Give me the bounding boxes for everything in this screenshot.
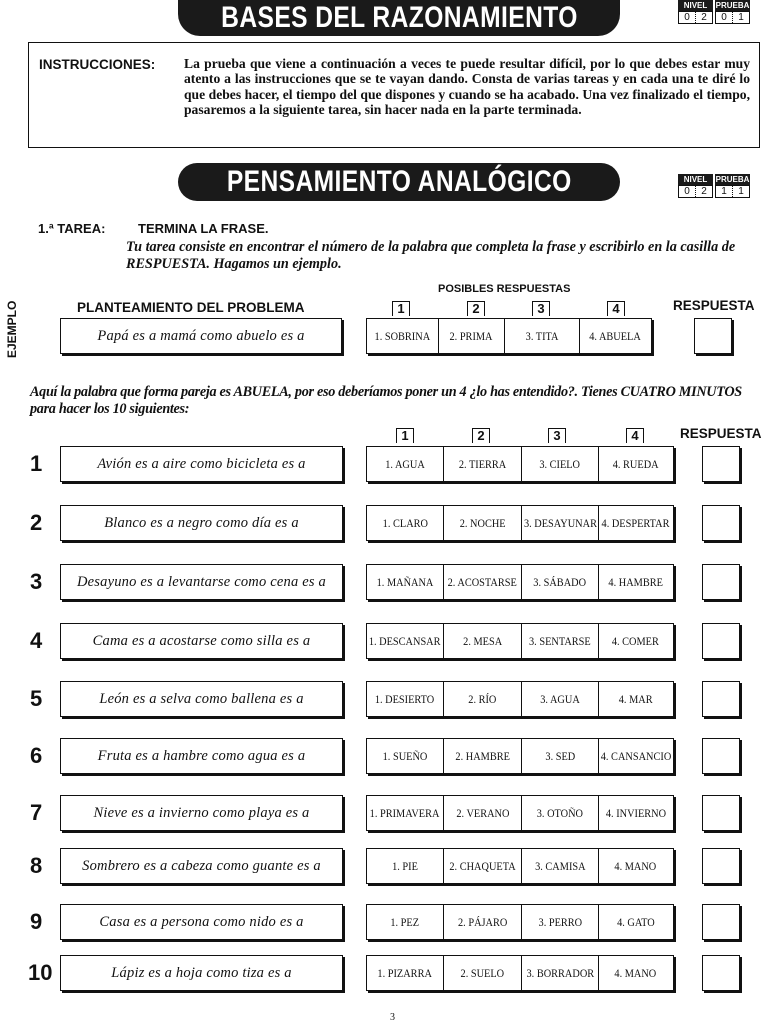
example-option-number-2: 2 [467,301,485,316]
section-title-bases-text: BASES DEL RAZONAMIENTO [220,1,578,34]
example-sentence: Papá es a mamá como abuelo es a [60,318,342,354]
option-3[interactable]: 3. DESAYUNAR [521,506,598,540]
example-answer-box[interactable] [694,318,732,354]
level-badge-1 [678,0,750,26]
problem-header: PLANTEAMIENTO DEL PROBLEMA [77,300,305,315]
option-2[interactable]: 2. TIERRA [443,447,521,481]
example-option[interactable]: 4. ABUELA [579,319,650,353]
question-sentence: Desayuno es a levantarse como cena es a [60,564,343,600]
level-badge-2 [678,174,750,200]
option-3[interactable]: 3. AGUA [521,682,598,716]
task-name: TERMINA LA FRASE. [138,221,269,236]
question-options [366,446,674,482]
option-3[interactable]: 3. BORRADOR [521,956,598,990]
question-number: 4 [30,628,43,653]
question-sentence: Avión es a aire como bicicleta es a [60,446,343,482]
nivel-label: NIVEL [678,0,713,11]
option-1[interactable]: 1. PIZARRA [377,965,433,980]
option-1[interactable]: 1. PRIMAVERA [370,805,440,820]
option-1[interactable]: 1. CLARO [382,515,428,530]
question-sentence: León es a selva como ballena es a [60,681,343,717]
question-number: 3 [30,569,43,594]
task-description: Tu tarea consiste en encontrar el número de la palabra que completa la frase y escribirlo en la casilla de RESPUESTA. Hagamos un ejemplo. [126,239,736,272]
question-sentence: Nieve es a invierno como playa es a [60,795,343,831]
task-label: 1.ª TAREA: [38,221,106,236]
instructions-label: INSTRUCCIONES: [39,57,156,72]
option-3[interactable]: 3. SÁBADO [521,565,598,599]
question-options [366,505,674,541]
prueba-label-2: PRUEBA [715,175,750,184]
question-number: 8 [30,853,43,878]
question-number: 5 [30,686,43,711]
instructions-text: La prueba que viene a continuación a veces te puede resultar difícil, por lo que debes estar muy atento a las instrucciones que se te vayan dando. Consta de varias tareas y en cada una te diré lo que debes hacer, el tiempo del que dispones y cuando se ha acabado. Una vez finalizado el tiempo, pasaremos a la siguiente tarea, sin hacer nada en la parte terminada. [184,56,750,118]
option-1[interactable]: 1. DESCANSAR [369,633,441,648]
answer-box[interactable] [702,564,740,600]
option-number-1: 1 [396,428,414,443]
option-3[interactable]: 3. CAMISA [521,849,598,883]
question-options [366,955,674,991]
question-options [366,564,674,600]
question-number: 10 [28,960,53,985]
section-title-analogico [178,163,620,201]
option-2[interactable]: 2. PÁJARO [443,905,521,939]
option-3[interactable]: 3. PERRO [521,905,598,939]
example-side-label: EJEMPLO [5,300,19,358]
question-options [366,848,674,884]
prueba-label: PRUEBA [715,1,750,10]
answer-box[interactable] [702,795,740,831]
question-options [366,795,674,831]
option-4[interactable]: 4. MANO [598,956,672,990]
question-options [366,681,674,717]
example-option-number-1: 1 [392,301,410,316]
possible-answers-header: POSIBLES RESPUESTAS [438,283,571,295]
option-2[interactable]: 2. MESA [443,624,521,658]
prueba-value: 0 1 [715,11,750,24]
question-sentence: Casa es a persona como nido es a [60,904,343,940]
option-1[interactable]: 1. MAÑANA [376,574,434,589]
option-2[interactable]: 2. HAMBRE [443,739,521,773]
instructions-box [28,42,760,148]
option-4[interactable]: 4. DESPERTAR [598,506,672,540]
question-options [366,904,674,940]
option-2[interactable]: 2. NOCHE [443,506,521,540]
example-option[interactable]: 1. SOBRINA [374,328,431,343]
example-option[interactable]: 3. TITA [504,319,579,353]
option-1[interactable]: 1. AGUA [385,456,425,471]
answer-box[interactable] [702,955,740,991]
answer-box[interactable] [702,848,740,884]
option-2[interactable]: 2. RÍO [443,682,521,716]
option-4[interactable]: 4. CANSANCIO [598,739,672,773]
nivel-label-2: NIVEL [678,174,713,185]
question-number: 6 [30,743,43,768]
answer-box[interactable] [702,505,740,541]
option-number-3: 3 [548,428,566,443]
answer-box[interactable] [702,681,740,717]
question-number: 9 [30,909,43,934]
section-title-analogico-text: PENSAMIENTO ANALÓGICO [226,165,572,198]
nivel-value: 0 2 [678,11,713,24]
option-2[interactable]: 2. CHAQUETA [443,849,521,883]
option-4[interactable]: 4. HAMBRE [598,565,672,599]
answer-box[interactable] [702,446,740,482]
prueba-value-2: 1 1 [715,185,750,198]
option-number-2: 2 [472,428,490,443]
option-3[interactable]: 3. SED [521,739,598,773]
question-sentence: Lápiz es a hoja como tiza es a [60,955,343,991]
example-option-number-3: 3 [532,301,550,316]
option-number-4: 4 [626,428,644,443]
example-answer-header: RESPUESTA [673,298,755,313]
option-2[interactable]: 2. VERANO [443,796,521,830]
option-2[interactable]: 2. SUELO [443,956,521,990]
answer-box[interactable] [702,738,740,774]
option-4[interactable]: 4. MANO [598,849,672,883]
answer-box[interactable] [702,623,740,659]
option-3[interactable]: 3. CIELO [521,447,598,481]
option-4[interactable]: 4. MAR [598,682,672,716]
example-options [366,318,652,354]
nivel-value-2: 0 2 [678,185,713,198]
option-4[interactable]: 4. RUEDA [598,447,672,481]
option-4[interactable]: 4. COMER [598,624,672,658]
question-sentence: Blanco es a negro como día es a [60,505,343,541]
question-number: 1 [30,451,43,476]
page-number: 3 [390,1012,395,1023]
option-1[interactable]: 1. PEZ [390,914,420,929]
question-number: 7 [30,800,43,825]
question-sentence: Sombrero es a cabeza como guante es a [60,848,343,884]
answer-header: RESPUESTA [680,426,762,441]
option-3[interactable]: 3. SENTARSE [521,624,598,658]
question-sentence: Cama es a acostarse como silla es a [60,623,343,659]
example-option[interactable]: 2. PRIMA [438,319,504,353]
intro-text: Aquí la palabra que forma pareja es ABUELA, por eso deberíamos poner un 4 ¿lo has entendido?. Tienes CUATRO MINUTOS para hacer los 10 siguientes: [30,384,742,417]
option-2[interactable]: 2. ACOSTARSE [443,565,521,599]
question-sentence: Fruta es a hambre como agua es a [60,738,343,774]
section-title-bases [178,0,620,36]
option-3[interactable]: 3. OTOÑO [521,796,598,830]
question-options [366,623,674,659]
question-number: 2 [30,510,43,535]
option-4[interactable]: 4. INVIERNO [598,796,672,830]
option-1[interactable]: 1. PIE [392,858,418,873]
option-1[interactable]: 1. SUEÑO [382,748,428,763]
option-1[interactable]: 1. DESIERTO [375,691,435,706]
example-option-number-4: 4 [607,301,625,316]
answer-box[interactable] [702,904,740,940]
option-4[interactable]: 4. GATO [598,905,672,939]
question-options [366,738,674,774]
